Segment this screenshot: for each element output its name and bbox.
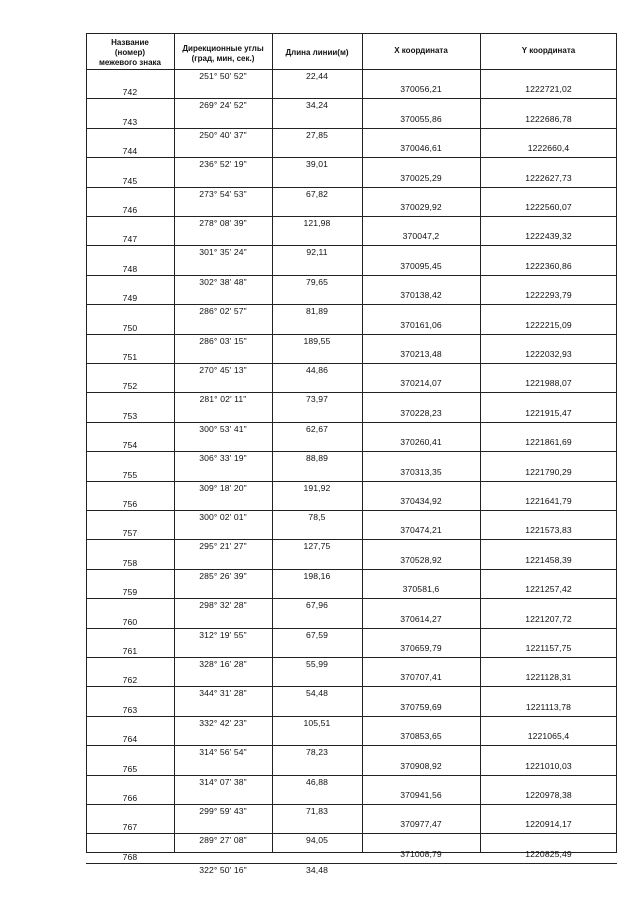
y-coordinate-cell: 1222560,07: [525, 202, 572, 212]
x-coordinate-cell: 370977,47: [400, 819, 442, 829]
line-length-cell: 121,98: [303, 218, 331, 228]
y-coordinate-cell: 1221573,83: [525, 525, 572, 535]
y-coordinate-cell: 1221861,69: [525, 437, 572, 447]
direction-angle-cell: 300° 53' 41": [199, 424, 247, 434]
line-length-cell: 67,82: [305, 189, 328, 199]
x-coordinate-cell: 370213,48: [400, 349, 442, 359]
point-name-cell: 765: [122, 764, 138, 774]
line-length-cell: 105,51: [303, 718, 331, 728]
y-coordinate-cell: 1221157,75: [525, 643, 572, 653]
header-direction-angle: [174, 44, 272, 64]
direction-angle-cell: 344° 31' 28": [199, 688, 247, 698]
direction-angle-cell: 300° 02' 01": [199, 512, 247, 522]
direction-angle-cell: 295° 21' 27": [199, 541, 247, 551]
y-coordinate-cell: 1220914,17: [525, 819, 572, 829]
header-y-coordinate-line: Y координата: [521, 46, 576, 55]
x-coordinate-cell: 370214,07: [400, 378, 442, 388]
header-direction-angle-line: Дирекционные углы: [182, 44, 264, 53]
y-coordinate-cell: 1222686,78: [525, 114, 572, 124]
y-coordinate-cell: 1222293,79: [525, 290, 572, 300]
point-name-cell: 760: [122, 617, 138, 627]
line-length-cell: 54,48: [305, 688, 328, 698]
x-coordinate-cell: 370853,65: [400, 731, 442, 741]
y-coordinate-cell: 1220978,38: [525, 790, 572, 800]
line-length-cell: 88,89: [305, 453, 328, 463]
y-coordinate-cell: 1222215,09: [525, 320, 572, 330]
header-point-name: [86, 38, 174, 68]
point-name-cell: 755: [122, 470, 138, 480]
table-column-border: [174, 33, 175, 853]
x-coordinate-cell: 370161,06: [400, 320, 442, 330]
point-name-cell: 749: [122, 293, 138, 303]
table-row-border: [86, 187, 617, 188]
x-coordinate-cell: 370908,92: [400, 761, 442, 771]
direction-angle-cell: 312° 19' 55": [199, 630, 247, 640]
header-point-name-line: межевого знака: [98, 58, 162, 67]
x-coordinate-cell: 370759,69: [400, 702, 442, 712]
direction-angle-cell: 251° 50' 52": [199, 71, 247, 81]
line-length-cell: 22,44: [305, 71, 328, 81]
x-coordinate-cell: 370228,23: [400, 408, 442, 418]
point-name-cell: 754: [122, 440, 138, 450]
point-name-cell: 764: [122, 734, 138, 744]
direction-angle-cell: 298° 32' 28": [199, 600, 247, 610]
direction-angle-cell: 314° 07' 38": [199, 777, 247, 787]
direction-angle-cell: 314° 56' 54": [199, 747, 247, 757]
y-coordinate-cell: 1222721,02: [525, 84, 572, 94]
line-length-cell: 92,11: [306, 247, 328, 257]
x-coordinate-cell: 370138,42: [400, 290, 442, 300]
x-coordinate-cell: 370614,27: [400, 614, 442, 624]
line-length-cell: 71,83: [305, 806, 328, 816]
point-name-cell: 767: [122, 822, 138, 832]
direction-angle-cell: 309° 18' 20": [199, 483, 247, 493]
point-name-cell: 743: [122, 117, 138, 127]
table-row-border: [86, 451, 617, 452]
point-name-cell: 742: [122, 87, 138, 97]
table-column-border: [272, 33, 273, 853]
direction-angle-cell: 270° 45' 13": [199, 365, 247, 375]
y-coordinate-cell: 1221641,79: [525, 496, 572, 506]
header-line-length: [272, 48, 362, 58]
table-row-border: [86, 392, 617, 393]
x-coordinate-cell: 370941,56: [400, 790, 442, 800]
header-direction-angle-line: (град, мин, сек.): [191, 54, 255, 63]
line-length-cell: 127,75: [303, 541, 331, 551]
y-coordinate-cell: 1222360,86: [525, 261, 572, 271]
direction-angle-cell: 286° 02' 57": [199, 306, 247, 316]
direction-angle-cell: 278° 08' 39": [199, 218, 247, 228]
y-coordinate-cell: 1221458,39: [525, 555, 572, 565]
table-row-border: [86, 304, 617, 305]
y-coordinate-cell: 1221988,07: [525, 378, 572, 388]
y-coordinate-cell: 1221915,47: [525, 408, 572, 418]
y-coordinate-cell: 1221207,72: [525, 614, 572, 624]
point-name-cell: 751: [122, 352, 138, 362]
line-length-cell: 44,86: [305, 365, 328, 375]
table-row-border: [86, 216, 617, 217]
table-row-border: [86, 686, 617, 687]
table-row-border: [86, 157, 617, 158]
header-x-coordinate: [362, 46, 480, 56]
x-coordinate-cell: 370047,2: [402, 231, 440, 241]
table-row-border: [86, 833, 617, 834]
table-row-border: [86, 628, 617, 629]
point-name-cell: 744: [122, 146, 138, 156]
table-row-border: [86, 716, 617, 717]
table-row-border: [86, 510, 617, 511]
y-coordinate-cell: 1222032,93: [525, 349, 572, 359]
table-row-border: [86, 745, 617, 746]
x-coordinate-cell: 370029,92: [400, 202, 442, 212]
y-coordinate-cell: 1220825,49: [525, 849, 572, 859]
x-coordinate-cell: 370707,41: [400, 672, 442, 682]
line-length-cell: 67,59: [305, 630, 328, 640]
point-name-cell: 758: [122, 558, 138, 568]
x-coordinate-cell: 370434,92: [400, 496, 442, 506]
direction-angle-cell: 328° 16' 28": [199, 659, 247, 669]
table-row-border: [86, 275, 617, 276]
point-name-cell: 747: [122, 234, 138, 244]
table-row-border: [86, 569, 617, 570]
line-length-cell: 67,96: [305, 600, 328, 610]
table-row-border: [86, 98, 617, 99]
direction-angle-cell: 269° 24' 52": [199, 100, 247, 110]
table-row-border: [86, 128, 617, 129]
direction-angle-cell: 286° 03' 15": [199, 336, 247, 346]
table-row-border: [86, 775, 617, 776]
direction-angle-cell: 281° 02' 11": [199, 394, 247, 404]
header-x-coordinate-line: X координата: [394, 46, 448, 55]
y-coordinate-cell: 1221113,78: [525, 702, 572, 712]
x-coordinate-cell: 370581,6: [402, 584, 440, 594]
line-length-cell: 78,23: [305, 747, 328, 757]
point-name-cell: 766: [122, 793, 138, 803]
point-name-cell: 753: [122, 411, 138, 421]
line-length-cell: 62,67: [305, 424, 328, 434]
point-name-cell: 756: [122, 499, 138, 509]
line-length-cell: 78,5: [308, 512, 326, 522]
line-length-cell: 46,88: [305, 777, 328, 787]
x-coordinate-cell: 370474,21: [400, 525, 442, 535]
direction-angle-cell: 302° 38' 48": [199, 277, 247, 287]
direction-angle-cell: 236° 52' 19": [199, 159, 247, 169]
y-coordinate-cell: 1222660,4: [527, 143, 570, 153]
x-coordinate-cell: 370528,92: [400, 555, 442, 565]
y-coordinate-cell: 1221128,31: [525, 672, 572, 682]
direction-angle-cell: 301° 35' 24": [199, 247, 247, 257]
point-name-cell: 759: [122, 587, 138, 597]
table-row-border: [86, 245, 617, 246]
direction-angle-cell: 285° 26' 39": [199, 571, 247, 581]
direction-angle-cell: 306° 33' 19": [199, 453, 247, 463]
y-coordinate-cell: 1222439,32: [525, 231, 572, 241]
x-coordinate-cell: 370659,79: [400, 643, 442, 653]
y-coordinate-cell: 1222627,73: [525, 173, 572, 183]
table-row-border: [86, 33, 617, 34]
x-coordinate-cell: 370313,35: [400, 467, 442, 477]
direction-angle-cell: 299° 59' 43": [199, 806, 247, 816]
point-name-cell: 757: [122, 528, 138, 538]
y-coordinate-cell: 1221257,42: [525, 584, 572, 594]
line-length-cell: 73,97: [305, 394, 328, 404]
table-row-border: [86, 69, 617, 70]
table-row-border: [86, 539, 617, 540]
x-coordinate-cell: 371008,79: [400, 849, 442, 859]
x-coordinate-cell: 370025,29: [400, 173, 442, 183]
table-row-border: [86, 334, 617, 335]
table-row-border: [86, 863, 617, 864]
table-row-border: [86, 363, 617, 364]
table-row-border: [86, 657, 617, 658]
coordinates-table: [86, 33, 617, 875]
point-name-cell: 752: [122, 381, 138, 391]
direction-angle-cell: 289° 27' 08": [199, 835, 247, 845]
table-row-border: [86, 804, 617, 805]
header-point-name-line: (номер): [114, 48, 146, 57]
direction-angle-cell: 250° 40' 37": [199, 130, 247, 140]
direction-angle-cell: 322° 50' 16": [199, 865, 247, 875]
header-y-coordinate: [480, 46, 617, 56]
point-name-cell: 745: [122, 176, 138, 186]
y-coordinate-cell: 1221790,29: [525, 467, 572, 477]
table-row-border: [86, 481, 617, 482]
x-coordinate-cell: 370056,21: [400, 84, 442, 94]
header-line-length-line: Длина линии(м): [285, 48, 349, 57]
point-name-cell: 750: [122, 323, 138, 333]
point-name-cell: 762: [122, 675, 138, 685]
line-length-cell: 191,92: [303, 483, 331, 493]
point-name-cell: 761: [122, 646, 138, 656]
line-length-cell: 55,99: [305, 659, 328, 669]
point-name-cell: 746: [122, 205, 138, 215]
line-length-cell: 34,48: [305, 865, 328, 875]
line-length-cell: 189,55: [303, 336, 331, 346]
line-length-cell: 94,05: [305, 835, 328, 845]
line-length-cell: 27,85: [305, 130, 328, 140]
point-name-cell: 763: [122, 705, 138, 715]
y-coordinate-cell: 1221010,03: [525, 761, 572, 771]
header-point-name-line: Название: [111, 38, 149, 47]
y-coordinate-cell: 1221065,4: [527, 731, 570, 741]
table-row-border: [86, 422, 617, 423]
x-coordinate-cell: 370095,45: [400, 261, 442, 271]
point-name-cell: 768: [122, 852, 138, 862]
x-coordinate-cell: 370260,41: [400, 437, 442, 447]
table-row-border: [86, 598, 617, 599]
x-coordinate-cell: 370055,86: [400, 114, 442, 124]
line-length-cell: 198,16: [303, 571, 331, 581]
direction-angle-cell: 332° 42' 23": [199, 718, 247, 728]
line-length-cell: 39,01: [305, 159, 328, 169]
line-length-cell: 79,65: [305, 277, 328, 287]
line-length-cell: 34,24: [305, 100, 328, 110]
direction-angle-cell: 273° 54' 53": [199, 189, 247, 199]
line-length-cell: 81,89: [305, 306, 328, 316]
x-coordinate-cell: 370046,61: [400, 143, 442, 153]
point-name-cell: 748: [122, 264, 138, 274]
